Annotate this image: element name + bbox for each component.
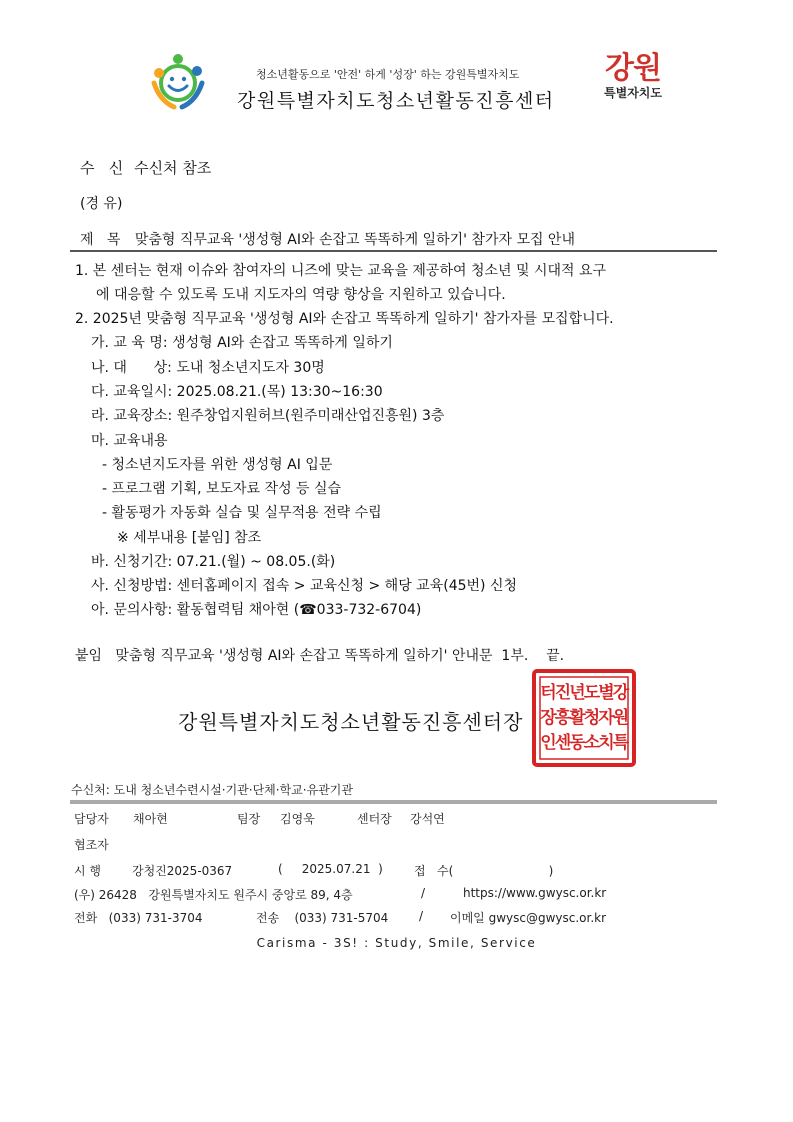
seal-glyph: 센 xyxy=(554,733,572,753)
footer-motto: Carisma - 3S! : Study, Smile, Service xyxy=(256,936,537,950)
footer-divider xyxy=(70,800,717,804)
seal-glyph: 소 xyxy=(583,733,601,753)
seal-glyph: 자 xyxy=(598,708,615,728)
seal-glyph: 도 xyxy=(583,683,601,703)
content-item: - 활동평가 자동화 실습 및 실무적용 전략 수립 xyxy=(102,505,382,521)
via-line: (경 유) xyxy=(80,196,123,212)
leader-label: 팀장 xyxy=(237,812,261,826)
issue-number: 강청진2025-0367 xyxy=(132,864,233,878)
seal-glyph: 특 xyxy=(612,733,630,753)
item-content-heading: 마. 교육내용 xyxy=(91,433,168,449)
subject-value: 맞춤형 직무교육 '생성형 AI와 손잡고 똑똑하게 일하기' 참가자 모집 안내 xyxy=(134,232,575,248)
seal-glyph: 치 xyxy=(598,733,615,753)
issue-date: ( 2025.07.21 ) xyxy=(278,862,383,876)
seal-glyph: 별 xyxy=(598,683,615,703)
receipt-field: 접 수( ) xyxy=(414,864,554,878)
official-seal xyxy=(531,668,637,768)
seal-glyph: 청 xyxy=(583,708,601,728)
paragraph-1-line-2: 에 대응할 수 있도록 도내 지도자의 역량 향상을 지원하고 있습니다. xyxy=(96,287,506,303)
content-item: - 청소년지도자를 위한 생성형 AI 입문 xyxy=(102,457,333,473)
seal-glyph: 터 xyxy=(540,683,557,703)
attachment-line: 붙임 맞춤형 직무교육 '생성형 AI와 손잡고 똑똑하게 일하기' 안내문 1부. 끝. xyxy=(75,648,565,664)
item-datetime: 다. 교육일시: 2025.08.21.(목) 13:30~16:30 xyxy=(91,384,383,400)
seal-glyph: 인 xyxy=(540,733,557,753)
cooperator-label: 협조자 xyxy=(74,838,109,852)
head-name: 강석연 xyxy=(410,812,445,826)
content-item: - 프로그램 기획, 보도자료 작성 등 실습 xyxy=(102,481,342,497)
seal-glyph: 흥 xyxy=(554,708,572,728)
header-org-name: 강원특별자치도청소년활동진흥센터 xyxy=(237,90,555,112)
separator: / xyxy=(421,886,426,900)
seal-glyph: 장 xyxy=(540,708,557,728)
subject-label: 제 목 xyxy=(80,232,121,248)
subject-row xyxy=(80,229,575,249)
seal-glyph: 원 xyxy=(612,708,630,728)
seal-glyph: 년 xyxy=(569,683,586,703)
fax: 전송 (033) 731-5704 xyxy=(256,911,389,925)
recipient-value: 수신처 참조 xyxy=(134,159,212,177)
subject-divider xyxy=(70,250,717,252)
issue-label: 시 행 xyxy=(74,864,101,878)
brand-mark xyxy=(598,52,668,100)
recipient-row xyxy=(80,157,211,178)
email-link[interactable]: 이메일 gwysc@gwysc.or.kr xyxy=(450,911,607,925)
item-application-method: 사. 신청방법: 센터홈페이지 접속 > 교육신청 > 해당 교육(45번) 신청 xyxy=(91,578,517,594)
mascot-logo-icon xyxy=(150,53,206,111)
detail-note: ※ 세부내용 [붙임] 참조 xyxy=(117,530,262,546)
separator: / xyxy=(419,909,424,923)
brand-main-text: 강원 xyxy=(605,51,661,86)
item-target: 나. 대 상: 도내 청소년지도자 30명 xyxy=(91,360,325,376)
seal-glyph: 진 xyxy=(554,683,572,703)
item-venue: 라. 교육장소: 원주창업지원허브(원주미래산업진흥원) 3층 xyxy=(91,408,445,424)
brand-sub-text: 특별자치도 xyxy=(604,86,662,100)
paragraph-1-line-1: 1. 본 센터는 현재 이슈와 참여자의 니즈에 맞는 교육을 제공하여 청소년 및 시대적 요구 xyxy=(75,263,607,279)
item-contact: 아. 문의사항: 활동협력팀 채아현 (☎033-732-6704) xyxy=(91,602,422,618)
postal-address: (우) 26428 강원특별자치도 원주시 중앙로 89, 4층 xyxy=(74,888,353,902)
leader-name: 김영욱 xyxy=(280,812,315,826)
header-slogan: 청소년활동으로 '안전' 하게 '성장' 하는 강원특별자치도 xyxy=(256,68,520,81)
telephone: 전화 (033) 731-3704 xyxy=(74,911,203,925)
website-link[interactable]: https://www.gwysc.or.kr xyxy=(463,886,607,900)
distribution-list: 수신처: 도내 청소년수련시설·기관·단체·학교·유관기관 xyxy=(71,783,353,797)
item-course-name: 가. 교 육 명: 생성형 AI와 손잡고 똑똑하게 일하기 xyxy=(91,335,393,351)
seal-glyph: 활 xyxy=(569,708,586,728)
head-label: 센터장 xyxy=(357,812,392,826)
recipient-label: 수 신 xyxy=(80,159,124,177)
signature-title: 강원특별자치도청소년활동진흥센터장 xyxy=(178,710,524,734)
org-logo xyxy=(150,53,206,111)
drafter-label: 담당자 xyxy=(74,812,109,826)
seal-glyph: 강 xyxy=(612,683,630,703)
item-application-period: 바. 신청기간: 07.21.(월) ~ 08.05.(화) xyxy=(91,554,336,570)
official-seal-icon xyxy=(531,668,637,768)
seal-glyph: 동 xyxy=(569,733,586,753)
paragraph-2: 2. 2025년 맞춤형 직무교육 '생성형 AI와 손잡고 똑똑하게 일하기' 참가자를 모집합니다. xyxy=(75,311,614,327)
drafter-name: 채아현 xyxy=(133,812,168,826)
